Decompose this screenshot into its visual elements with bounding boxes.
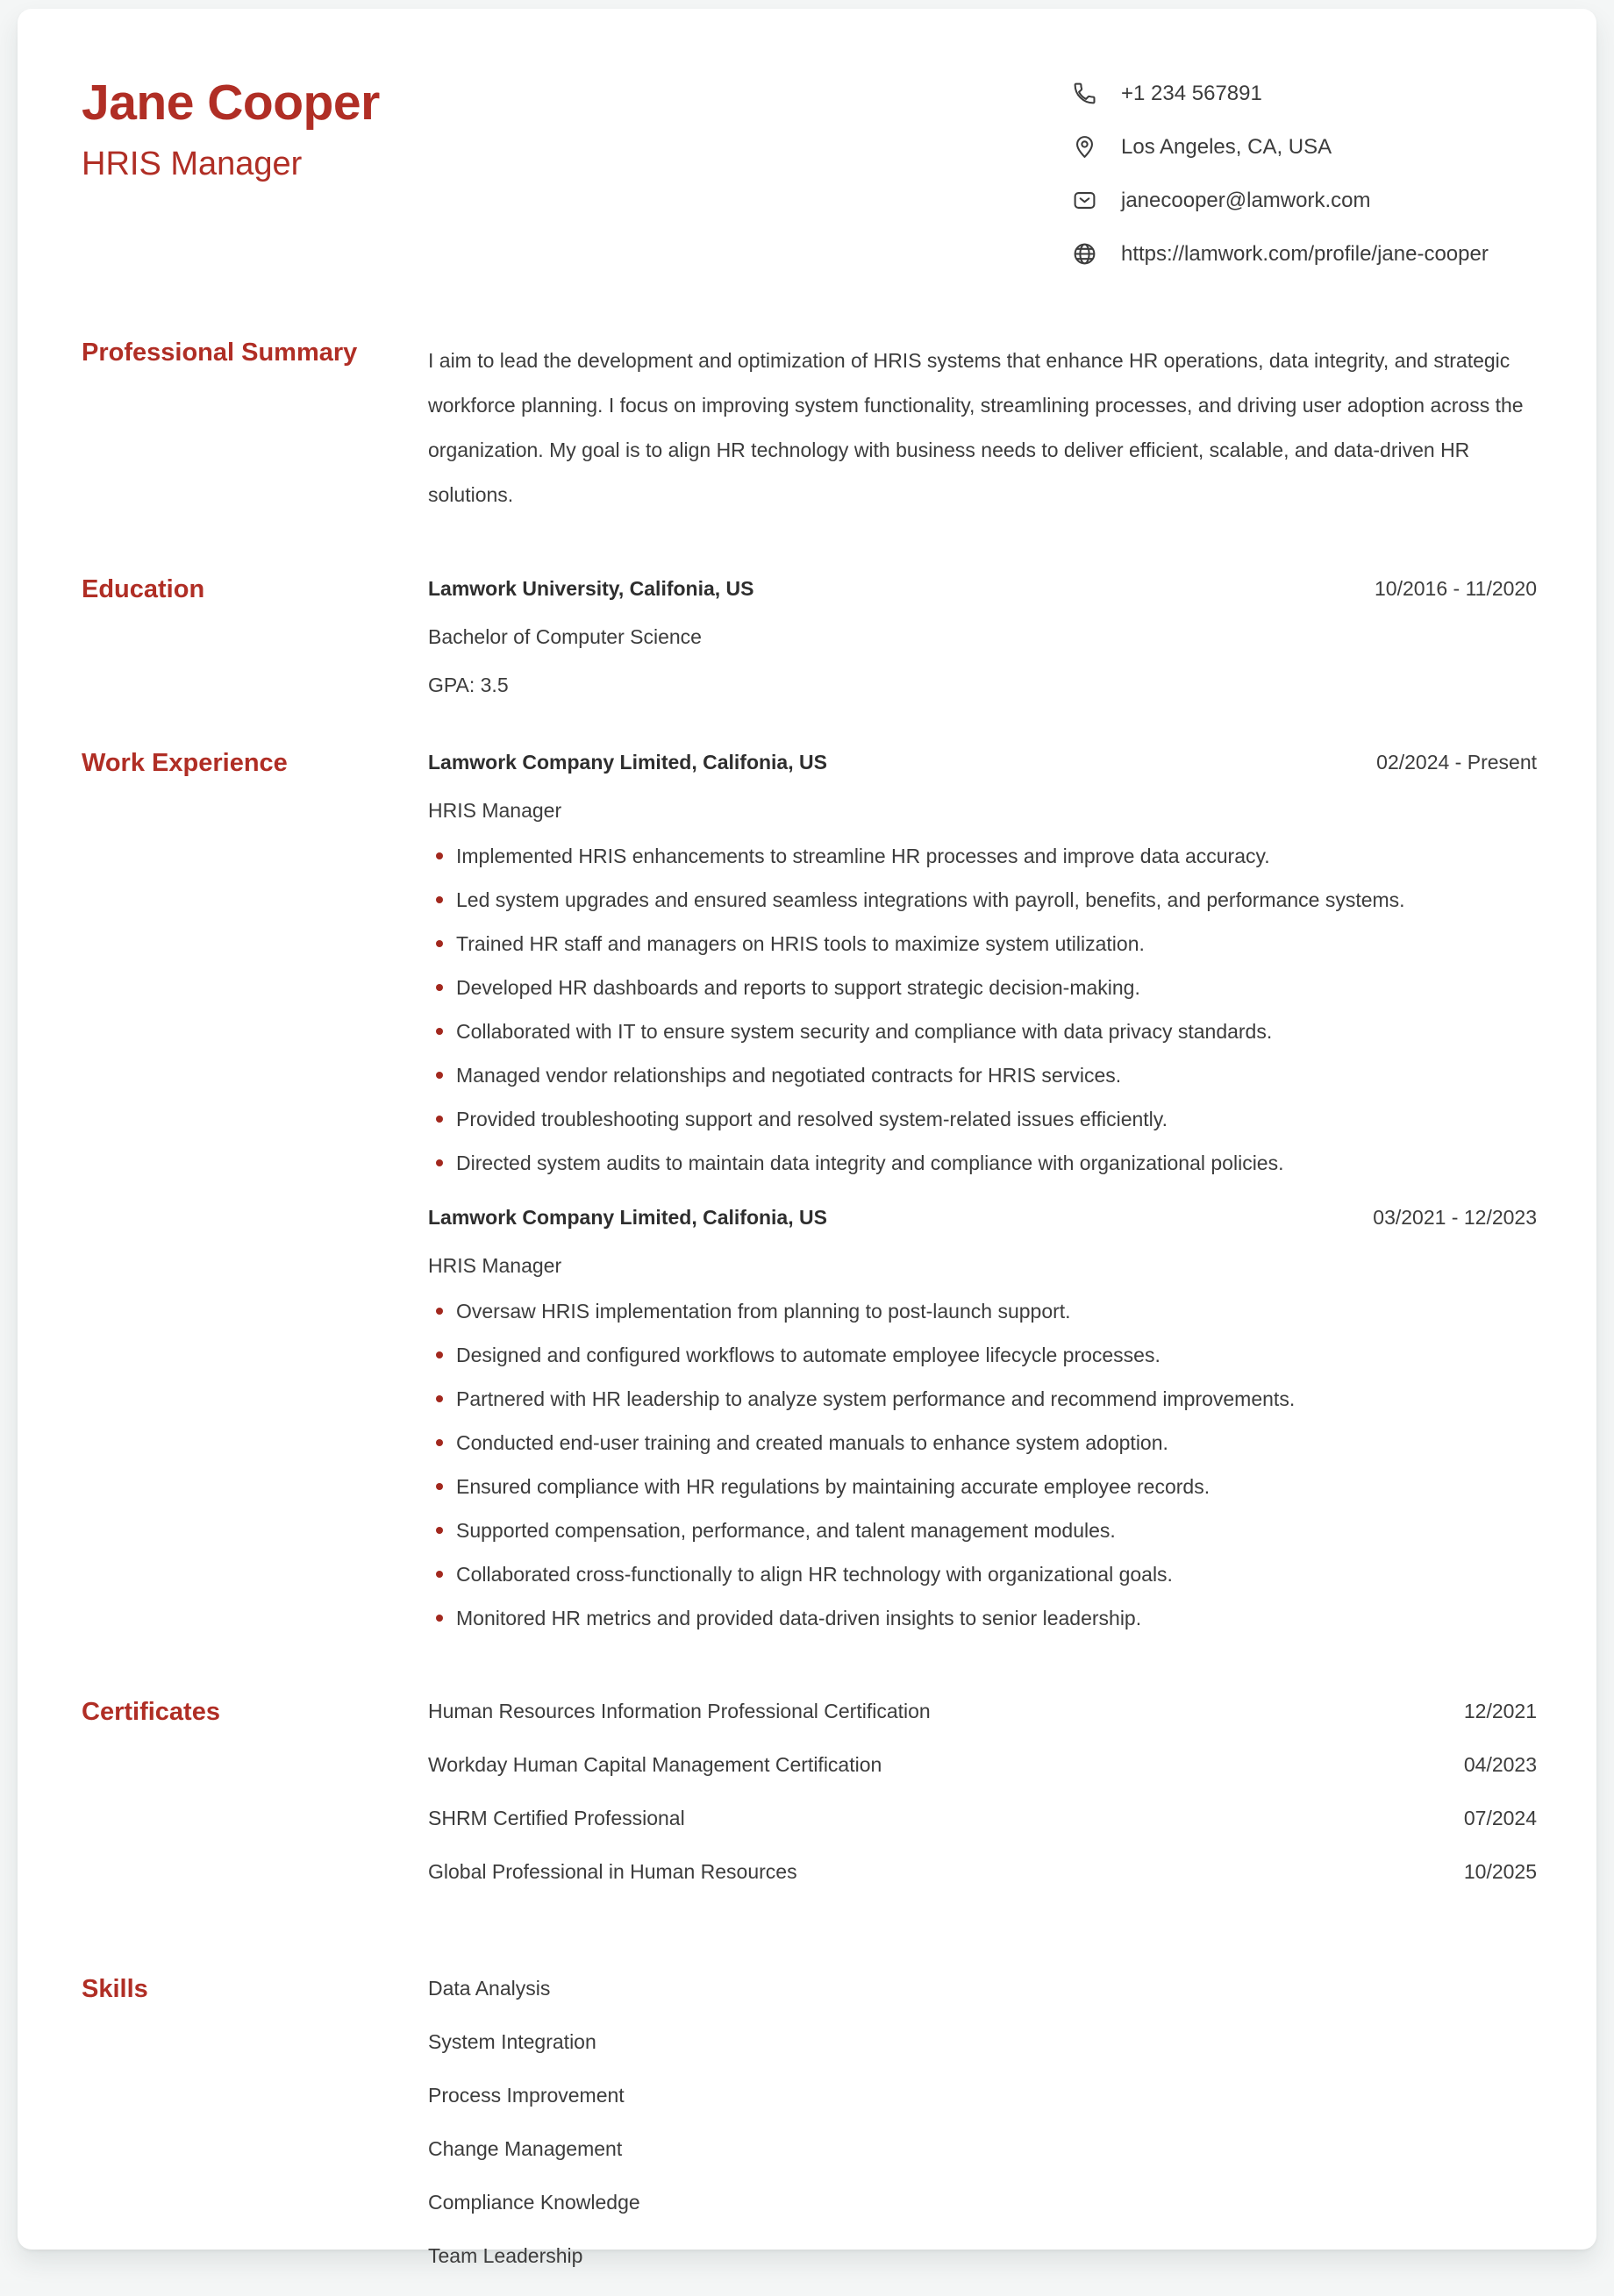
section-heading-certificates: Certificates bbox=[82, 1698, 220, 1726]
contact-email-text: janecooper@lamwork.com bbox=[1121, 188, 1371, 212]
location-icon bbox=[1072, 134, 1097, 160]
experience-bullet: Collaborated with IT to ensure system security and compliance with data privacy standards. bbox=[428, 1018, 1537, 1045]
skill-item: Process Improvement bbox=[428, 2084, 625, 2107]
experience-bullet: Designed and configured workflows to automate employee lifecycle processes. bbox=[428, 1342, 1537, 1368]
experience-bullet: Managed vendor relationships and negotiated contracts for HRIS services. bbox=[428, 1062, 1537, 1088]
skill-item: Compliance Knowledge bbox=[428, 2191, 640, 2214]
certificate-row bbox=[428, 1698, 1537, 1724]
experience-entry bbox=[428, 749, 1537, 1176]
section-education bbox=[82, 575, 1537, 698]
experience-bullet-list bbox=[428, 843, 1537, 1176]
experience-dates: 03/2021 - 12/2023 bbox=[1373, 1206, 1537, 1229]
contact-website-row bbox=[1072, 241, 1537, 267]
certificate-date: 04/2023 bbox=[1463, 1753, 1537, 1776]
experience-bullet: Supported compensation, performance, and talent management modules. bbox=[428, 1517, 1537, 1544]
section-heading-summary: Professional Summary bbox=[82, 339, 358, 367]
resume-header bbox=[82, 77, 1537, 267]
experience-bullet: Implemented HRIS enhancements to streamline HR processes and improve data accuracy. bbox=[428, 843, 1537, 869]
section-heading-education: Education bbox=[82, 575, 205, 603]
experience-entry-head bbox=[428, 749, 1537, 775]
certificate-name: Human Resources Information Professional Certification bbox=[428, 1700, 931, 1722]
skill-item: System Integration bbox=[428, 2030, 596, 2053]
contact-location-text: Los Angeles, CA, USA bbox=[1121, 134, 1332, 159]
experience-role: HRIS Manager bbox=[428, 799, 562, 822]
person-name: Jane Cooper bbox=[82, 75, 380, 131]
person-job-title: HRIS Manager bbox=[82, 146, 303, 182]
contact-email-row bbox=[1072, 188, 1537, 213]
experience-company: Lamwork Company Limited, Califonia, US bbox=[428, 751, 827, 774]
contact-location-row bbox=[1072, 134, 1537, 160]
education-body bbox=[428, 575, 1537, 698]
experience-bullet: Collaborated cross-functionally to align HR technology with organizational goals. bbox=[428, 1561, 1537, 1587]
experience-role: HRIS Manager bbox=[428, 1254, 562, 1277]
experience-dates: 02/2024 - Present bbox=[1376, 751, 1537, 774]
globe-icon bbox=[1072, 241, 1097, 267]
certificate-name: Global Professional in Human Resources bbox=[428, 1860, 797, 1883]
email-icon bbox=[1072, 188, 1097, 213]
contact-phone-text: +1 234 567891 bbox=[1121, 81, 1262, 105]
experience-bullet-list bbox=[428, 1298, 1537, 1631]
experience-bullet: Oversaw HRIS implementation from planning to post-launch support. bbox=[428, 1298, 1537, 1324]
experience-bullet: Monitored HR metrics and provided data-driven insights to senior leadership. bbox=[428, 1605, 1537, 1631]
contact-website-text: https://lamwork.com/profile/jane-cooper bbox=[1121, 241, 1489, 266]
section-skills bbox=[82, 1975, 1537, 2296]
skill-item: Data Analysis bbox=[428, 1977, 551, 2000]
summary-body bbox=[428, 339, 1537, 517]
education-dates: 10/2016 - 11/2020 bbox=[1374, 577, 1537, 600]
experience-body bbox=[428, 749, 1537, 1649]
experience-bullet: Conducted end-user training and created manuals to enhance system adoption. bbox=[428, 1430, 1537, 1456]
education-gpa: GPA: 3.5 bbox=[428, 674, 509, 696]
education-entry bbox=[428, 575, 1537, 698]
section-experience bbox=[82, 749, 1537, 1649]
education-degree: Bachelor of Computer Science bbox=[428, 625, 702, 648]
resume-page bbox=[18, 9, 1596, 2267]
section-summary bbox=[82, 339, 1537, 517]
contact-list bbox=[1072, 81, 1537, 267]
certificate-date: 07/2024 bbox=[1463, 1807, 1537, 1829]
experience-bullet: Trained HR staff and managers on HRIS tools to maximize system utilization. bbox=[428, 931, 1537, 957]
section-heading-experience: Work Experience bbox=[82, 749, 288, 777]
certificate-name: Workday Human Capital Management Certification bbox=[428, 1753, 882, 1776]
section-certificates bbox=[82, 1698, 1537, 1912]
certificate-name: SHRM Certified Professional bbox=[428, 1807, 685, 1829]
skills-body bbox=[428, 1975, 1537, 2296]
certificate-row bbox=[428, 1751, 1537, 1778]
certificate-date: 12/2021 bbox=[1463, 1700, 1537, 1722]
phone-icon bbox=[1072, 81, 1097, 106]
summary-text: I aim to lead the development and optimization of HRIS systems that enhance HR operations, data integrity, and strategic workforce planning. I focus on improving system functionality, streamlining processes, and driving user adoption across the organization. My goal is to align HR technology with business needs to deliver efficient, scalable, and data-driven HR solutions. bbox=[428, 349, 1524, 506]
certificate-row bbox=[428, 1858, 1537, 1885]
experience-entry bbox=[428, 1204, 1537, 1631]
experience-bullet: Developed HR dashboards and reports to support strategic decision-making. bbox=[428, 974, 1537, 1001]
certificate-row bbox=[428, 1805, 1537, 1831]
skill-item: Change Management bbox=[428, 2137, 623, 2160]
experience-company: Lamwork Company Limited, Califonia, US bbox=[428, 1206, 827, 1229]
experience-bullet: Provided troubleshooting support and resolved system-related issues efficiently. bbox=[428, 1106, 1537, 1132]
identity-block bbox=[82, 77, 380, 182]
education-school: Lamwork University, Califonia, US bbox=[428, 577, 754, 600]
experience-bullet: Partnered with HR leadership to analyze system performance and recommend improvements. bbox=[428, 1386, 1537, 1412]
certificates-body bbox=[428, 1698, 1537, 1912]
experience-bullet: Directed system audits to maintain data integrity and compliance with organizational policies. bbox=[428, 1150, 1537, 1176]
skill-item: Team Leadership bbox=[428, 2244, 583, 2267]
certificate-date: 10/2025 bbox=[1463, 1860, 1537, 1883]
section-heading-skills: Skills bbox=[82, 1975, 148, 2003]
experience-bullet: Ensured compliance with HR regulations by maintaining accurate employee records. bbox=[428, 1473, 1537, 1500]
education-entry-head bbox=[428, 575, 1537, 602]
contact-phone-row bbox=[1072, 81, 1537, 106]
experience-entry-head bbox=[428, 1204, 1537, 1230]
experience-bullet: Led system upgrades and ensured seamless integrations with payroll, benefits, and performance systems. bbox=[428, 887, 1537, 913]
